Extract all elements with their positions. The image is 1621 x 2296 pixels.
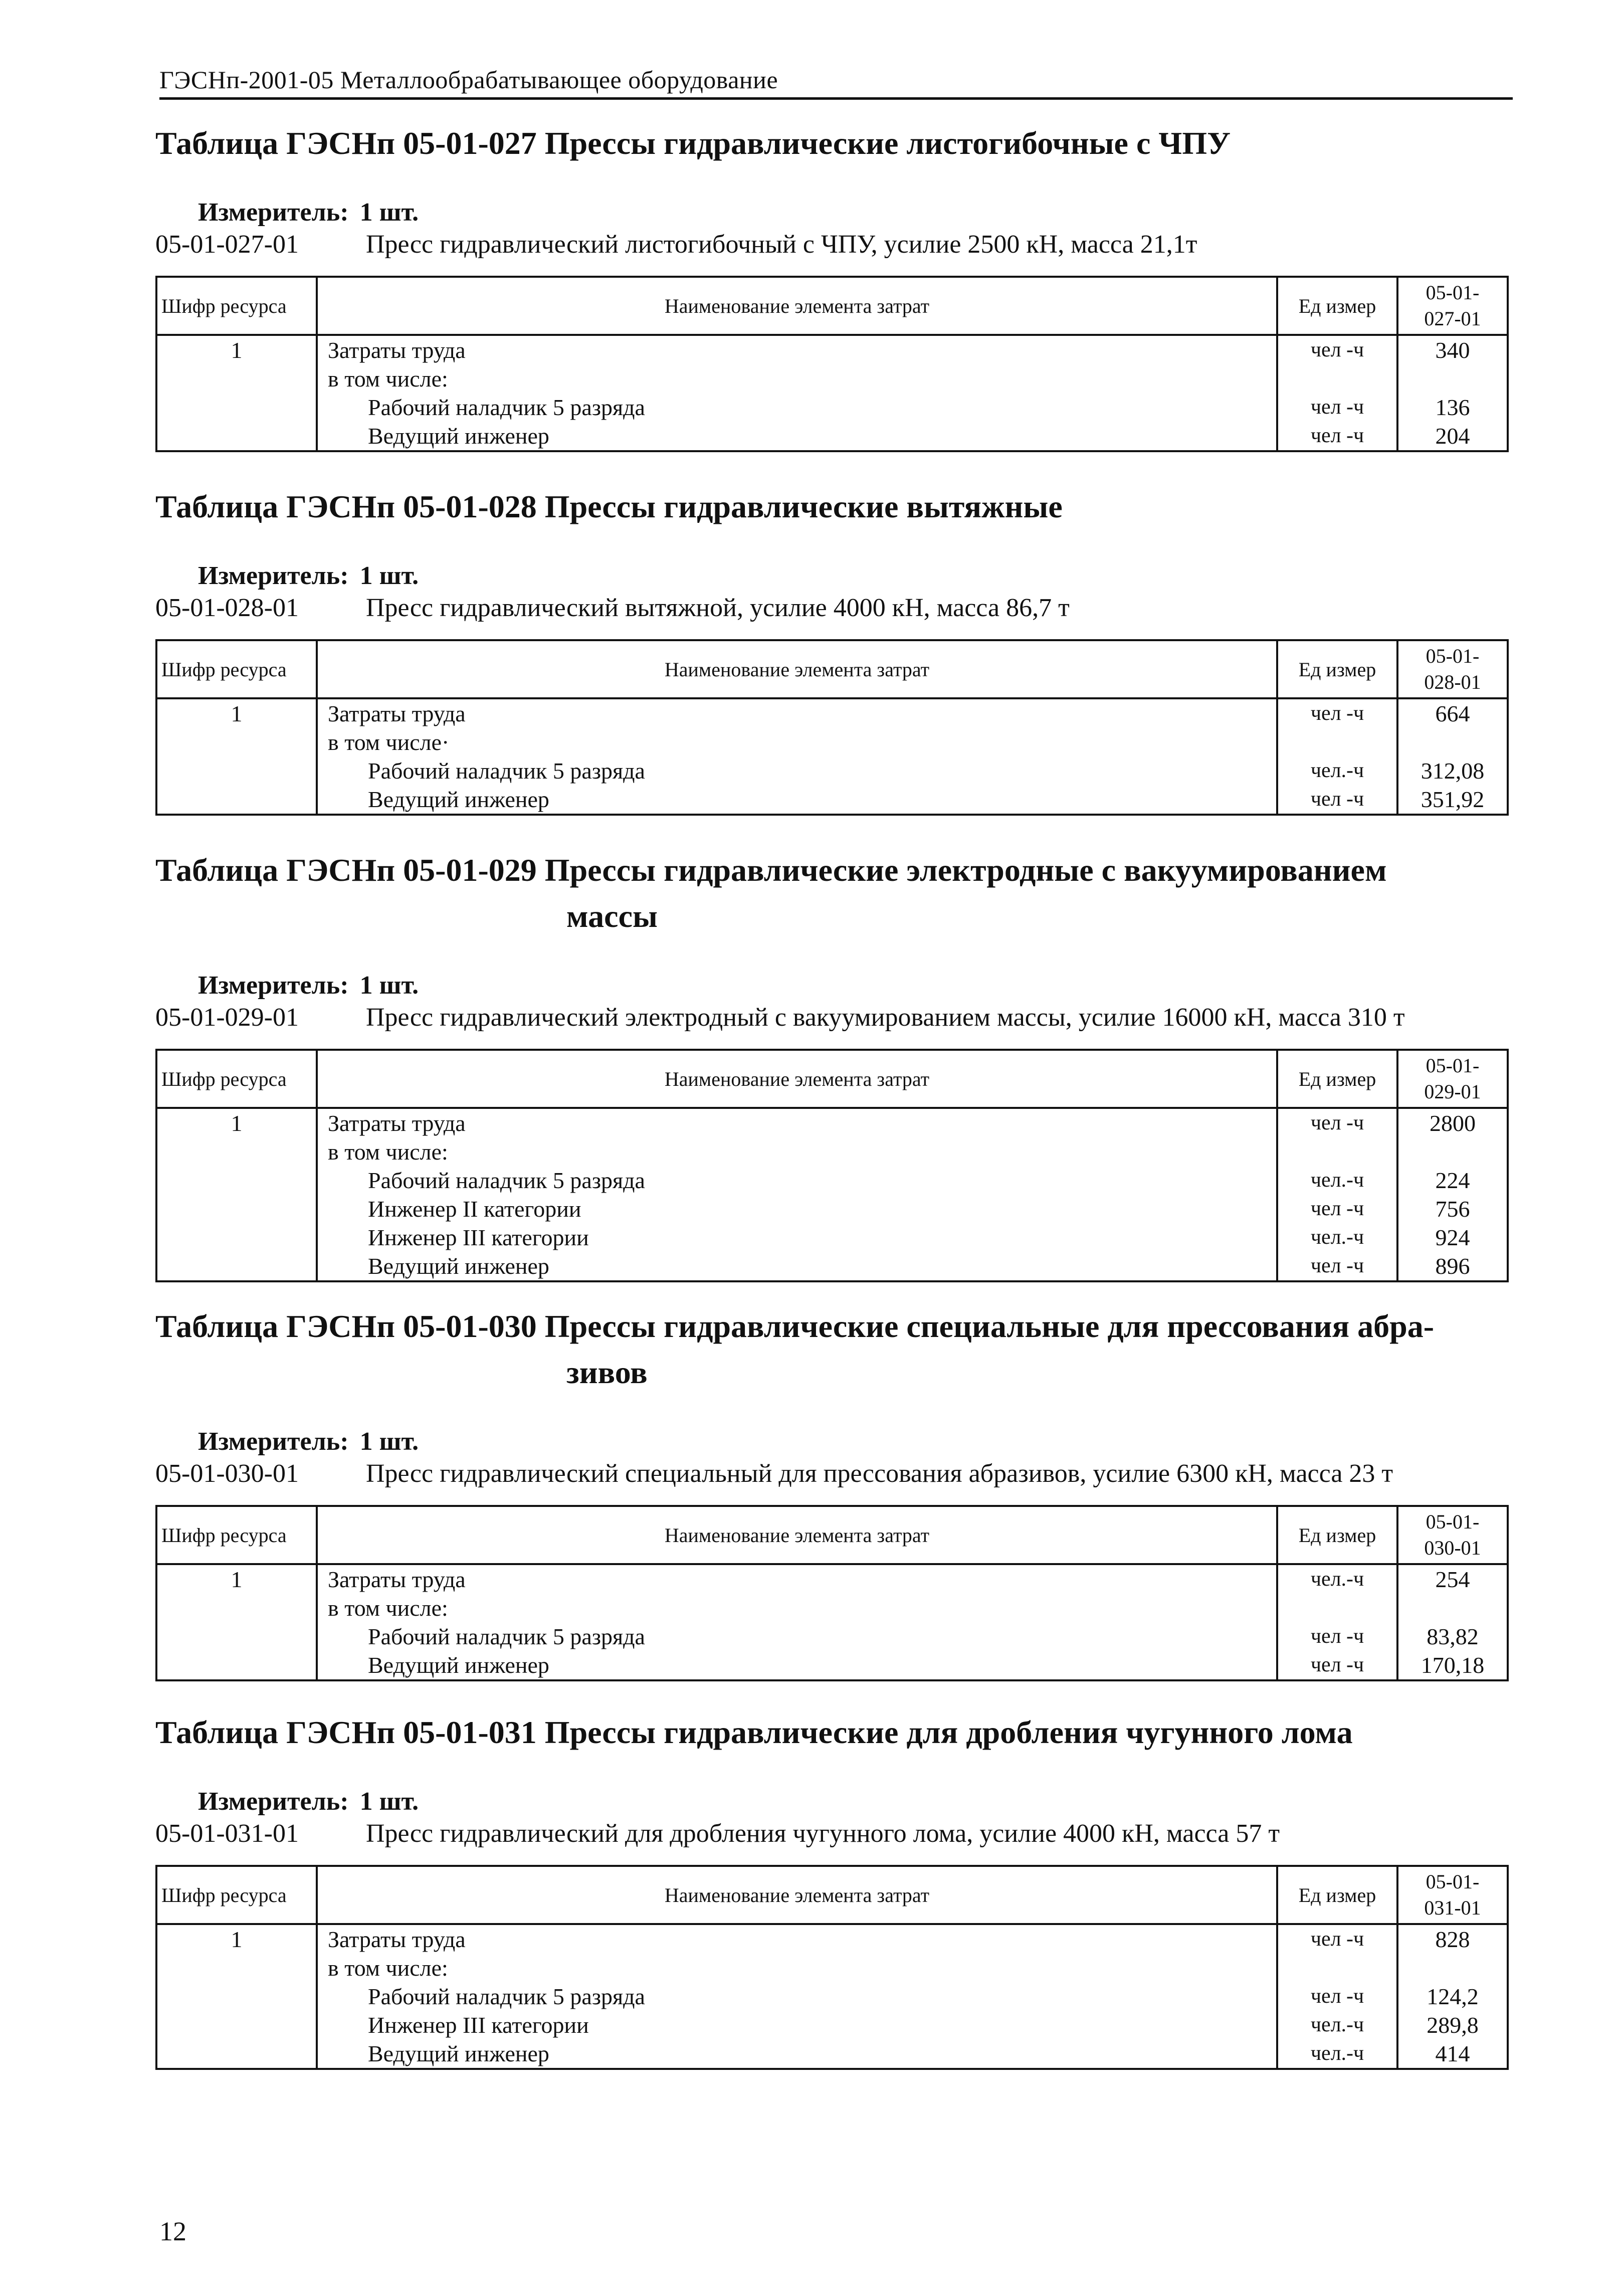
table-row bbox=[156, 393, 1508, 422]
cell-unit: чел.-ч bbox=[1277, 1223, 1397, 1252]
cell-name: Рабочий наладчик 5 разряда bbox=[317, 1982, 1277, 2011]
item-code: 05-01-027-01 bbox=[155, 230, 299, 259]
item-description: Пресс гидравлический электродный с вакуумированием массы, усилие 16000 кН, масса 310 т bbox=[366, 1003, 1405, 1032]
cell-code: 1 bbox=[156, 1564, 317, 1594]
cell-code bbox=[156, 2011, 317, 2039]
cell-name: в том числе: bbox=[317, 1954, 1277, 1982]
column-header-name: Наименование элемента затрат bbox=[317, 1506, 1277, 1564]
meter-label: Измеритель: bbox=[198, 1787, 349, 1816]
cell-code bbox=[156, 422, 317, 451]
meter-label: Измеритель: bbox=[198, 561, 349, 590]
column-header-code: Шифр ресурса bbox=[156, 640, 317, 698]
section-05-01-027 bbox=[155, 120, 1519, 452]
cell-unit: чел -ч bbox=[1277, 1252, 1397, 1281]
cell-unit: чел.-ч bbox=[1277, 2011, 1397, 2039]
cell-value bbox=[1397, 1594, 1508, 1622]
cell-name: Затраты труда bbox=[317, 1108, 1277, 1137]
column-header-value bbox=[1397, 277, 1508, 335]
cell-unit: чел -ч bbox=[1277, 393, 1397, 422]
cell-value: 83,82 bbox=[1397, 1622, 1508, 1651]
meter-line bbox=[155, 197, 1519, 229]
norm-table bbox=[155, 639, 1509, 816]
cell-unit: чел.-ч bbox=[1277, 1166, 1397, 1195]
section-title bbox=[155, 120, 1519, 166]
cell-value: 351,92 bbox=[1397, 785, 1508, 815]
cell-code bbox=[156, 1223, 317, 1252]
cell-unit: чел -ч bbox=[1277, 1924, 1397, 1954]
cell-name: в том числе: bbox=[317, 1137, 1277, 1166]
cell-value: 756 bbox=[1397, 1195, 1508, 1223]
cell-value: 224 bbox=[1397, 1166, 1508, 1195]
cell-unit: чел -ч bbox=[1277, 1622, 1397, 1651]
cell-value: 664 bbox=[1397, 698, 1508, 728]
cell-code: 1 bbox=[156, 335, 317, 364]
cell-code bbox=[156, 364, 317, 393]
table-row bbox=[156, 364, 1508, 393]
cell-name: Инженер III категории bbox=[317, 2011, 1277, 2039]
cell-unit: чел -ч bbox=[1277, 1651, 1397, 1680]
cell-value: 124,2 bbox=[1397, 1982, 1508, 2011]
cell-code bbox=[156, 1166, 317, 1195]
meter-value: 1 шт. bbox=[359, 971, 419, 1000]
cell-unit: чел.-ч bbox=[1277, 1564, 1397, 1594]
column-header-value bbox=[1397, 1866, 1508, 1924]
column-header-value bbox=[1397, 640, 1508, 698]
column-header-value-line1: 05-01- bbox=[1426, 1870, 1480, 1893]
cell-name: Затраты труда bbox=[317, 698, 1277, 728]
cell-unit: чел -ч bbox=[1277, 1108, 1397, 1137]
section-title bbox=[155, 1303, 1519, 1396]
column-header-unit: Ед измер bbox=[1277, 1866, 1397, 1924]
meter-value: 1 шт. bbox=[359, 198, 419, 227]
column-header-unit: Ед измер bbox=[1277, 1506, 1397, 1564]
table-row bbox=[156, 1982, 1508, 2011]
meter-value: 1 шт. bbox=[359, 561, 419, 590]
column-header-name: Наименование элемента затрат bbox=[317, 1050, 1277, 1108]
table-row bbox=[156, 728, 1508, 756]
table-row bbox=[156, 785, 1508, 815]
item-line bbox=[155, 1002, 1519, 1034]
table-row bbox=[156, 335, 1508, 364]
cell-value: 896 bbox=[1397, 1252, 1508, 1281]
norm-table bbox=[155, 1505, 1509, 1681]
column-header-name: Наименование элемента затрат bbox=[317, 640, 1277, 698]
item-description: Пресс гидравлический для дробления чугунного лома, усилие 4000 кН, масса 57 т bbox=[366, 1819, 1280, 1848]
cell-name: Ведущий инженер bbox=[317, 422, 1277, 451]
cell-value: 2800 bbox=[1397, 1108, 1508, 1137]
cell-unit: чел -ч bbox=[1277, 422, 1397, 451]
table-row bbox=[156, 1223, 1508, 1252]
cell-code bbox=[156, 1594, 317, 1622]
cell-code bbox=[156, 1252, 317, 1281]
section-title-line1: Таблица ГЭСНп 05-01-028 Прессы гидравлические вытяжные bbox=[155, 489, 1063, 524]
cell-code bbox=[156, 728, 317, 756]
table-row bbox=[156, 1924, 1508, 1954]
cell-name: Рабочий наладчик 5 разряда bbox=[317, 393, 1277, 422]
cell-name: Инженер II категории bbox=[317, 1195, 1277, 1223]
section-title bbox=[155, 847, 1519, 939]
cell-value: 254 bbox=[1397, 1564, 1508, 1594]
cell-name: Рабочий наладчик 5 разряда bbox=[317, 756, 1277, 785]
column-header-value-line2: 029-01 bbox=[1424, 1080, 1481, 1103]
table-row bbox=[156, 1137, 1508, 1166]
table-row bbox=[156, 1954, 1508, 1982]
table-row bbox=[156, 1594, 1508, 1622]
table-row bbox=[156, 1195, 1508, 1223]
column-header-value-line2: 030-01 bbox=[1424, 1537, 1481, 1559]
meter-label: Измеритель: bbox=[198, 1427, 349, 1456]
item-line bbox=[155, 229, 1519, 261]
column-header-value-line1: 05-01- bbox=[1426, 281, 1480, 304]
item-code: 05-01-031-01 bbox=[155, 1819, 299, 1848]
cell-name: Ведущий инженер bbox=[317, 785, 1277, 815]
cell-value bbox=[1397, 364, 1508, 393]
item-description: Пресс гидравлический вытяжной, усилие 4000 кН, масса 86,7 т bbox=[366, 594, 1070, 622]
cell-code: 1 bbox=[156, 1924, 317, 1954]
cell-code bbox=[156, 1622, 317, 1651]
column-header-code: Шифр ресурса bbox=[156, 1866, 317, 1924]
section-05-01-031 bbox=[155, 1709, 1519, 2070]
cell-name: Затраты труда bbox=[317, 335, 1277, 364]
cell-unit bbox=[1277, 364, 1397, 393]
item-line bbox=[155, 1818, 1519, 1850]
column-header-unit: Ед измер bbox=[1277, 640, 1397, 698]
column-header-value-line1: 05-01- bbox=[1426, 1054, 1480, 1077]
header-title: ГЭСНп-2001-05 Металлообрабатывающее оборудование bbox=[159, 66, 778, 94]
cell-value: 312,08 bbox=[1397, 756, 1508, 785]
cell-unit: чел -ч bbox=[1277, 1195, 1397, 1223]
cell-unit: чел -ч bbox=[1277, 1982, 1397, 2011]
cell-name: Ведущий инженер bbox=[317, 2039, 1277, 2069]
meter-label: Измеритель: bbox=[198, 198, 349, 227]
section-title-line1: Таблица ГЭСНп 05-01-027 Прессы гидравлические листогибочные с ЧПУ bbox=[155, 125, 1231, 161]
cell-name: Ведущий инженер bbox=[317, 1252, 1277, 1281]
cell-value: 340 bbox=[1397, 335, 1508, 364]
norm-table bbox=[155, 276, 1509, 452]
meter-line bbox=[155, 1426, 1519, 1458]
cell-unit bbox=[1277, 1594, 1397, 1622]
cell-value: 924 bbox=[1397, 1223, 1508, 1252]
table-row bbox=[156, 2011, 1508, 2039]
section-title-line2: зивов bbox=[566, 1355, 648, 1390]
item-line bbox=[155, 1458, 1519, 1490]
table-row bbox=[156, 1166, 1508, 1195]
cell-unit bbox=[1277, 1954, 1397, 1982]
section-title-line1: Таблица ГЭСНп 05-01-031 Прессы гидравлические для дробления чугунного лома bbox=[155, 1714, 1353, 1750]
cell-value bbox=[1397, 1137, 1508, 1166]
cell-value: 136 bbox=[1397, 393, 1508, 422]
cell-name: Рабочий наладчик 5 разряда bbox=[317, 1166, 1277, 1195]
item-description: Пресс гидравлический листогибочный с ЧПУ, усилие 2500 кН, масса 21,1т bbox=[366, 230, 1197, 259]
cell-code bbox=[156, 2039, 317, 2069]
cell-unit: чел.-ч bbox=[1277, 2039, 1397, 2069]
table-row bbox=[156, 2039, 1508, 2069]
cell-name: Инженер III категории bbox=[317, 1223, 1277, 1252]
column-header-value-line1: 05-01- bbox=[1426, 645, 1480, 667]
norm-table bbox=[155, 1049, 1509, 1282]
cell-name: Ведущий инженер bbox=[317, 1651, 1277, 1680]
cell-value: 204 bbox=[1397, 422, 1508, 451]
column-header-value-line1: 05-01- bbox=[1426, 1510, 1480, 1533]
section-title-line2: массы bbox=[566, 898, 658, 934]
column-header-code: Шифр ресурса bbox=[156, 277, 317, 335]
item-code: 05-01-028-01 bbox=[155, 594, 299, 622]
table-row bbox=[156, 1651, 1508, 1680]
table-row bbox=[156, 1622, 1508, 1651]
page-number: 12 bbox=[159, 2216, 186, 2246]
cell-unit: чел -ч bbox=[1277, 698, 1397, 728]
cell-name: Затраты труда bbox=[317, 1564, 1277, 1594]
cell-name: в том числе: bbox=[317, 364, 1277, 393]
meter-line bbox=[155, 1786, 1519, 1818]
cell-unit: чел.-ч bbox=[1277, 756, 1397, 785]
column-header-name: Наименование элемента затрат bbox=[317, 277, 1277, 335]
cell-code bbox=[156, 393, 317, 422]
cell-value: 414 bbox=[1397, 2039, 1508, 2069]
column-header-value bbox=[1397, 1506, 1508, 1564]
table-row bbox=[156, 756, 1508, 785]
meter-line bbox=[155, 560, 1519, 592]
cell-name: Рабочий наладчик 5 разряда bbox=[317, 1622, 1277, 1651]
item-code: 05-01-030-01 bbox=[155, 1459, 299, 1488]
cell-unit bbox=[1277, 728, 1397, 756]
table-row bbox=[156, 1108, 1508, 1137]
norm-table bbox=[155, 1865, 1509, 2070]
section-title bbox=[155, 1709, 1519, 1756]
column-header-code: Шифр ресурса bbox=[156, 1050, 317, 1108]
meter-value: 1 шт. bbox=[359, 1787, 419, 1816]
column-header-value-line2: 031-01 bbox=[1424, 1896, 1481, 1919]
cell-value: 828 bbox=[1397, 1924, 1508, 1954]
cell-code bbox=[156, 1195, 317, 1223]
section-05-01-029 bbox=[155, 847, 1519, 1282]
cell-code: 1 bbox=[156, 698, 317, 728]
cell-value: 289,8 bbox=[1397, 2011, 1508, 2039]
column-header-unit: Ед измер bbox=[1277, 277, 1397, 335]
cell-name: Затраты труда bbox=[317, 1924, 1277, 1954]
section-05-01-028 bbox=[155, 484, 1519, 816]
cell-name: в том числе: bbox=[317, 1594, 1277, 1622]
meter-value: 1 шт. bbox=[359, 1427, 419, 1456]
column-header-unit: Ед измер bbox=[1277, 1050, 1397, 1108]
table-row bbox=[156, 422, 1508, 451]
running-header bbox=[159, 65, 1513, 100]
cell-code bbox=[156, 756, 317, 785]
item-description: Пресс гидравлический специальный для прессования абразивов, усилие 6300 кН, масса 23 т bbox=[366, 1459, 1393, 1488]
table-row bbox=[156, 698, 1508, 728]
column-header-value-line2: 028-01 bbox=[1424, 671, 1481, 693]
cell-code bbox=[156, 1651, 317, 1680]
column-header-name: Наименование элемента затрат bbox=[317, 1866, 1277, 1924]
cell-code bbox=[156, 1982, 317, 2011]
section-title-line1: Таблица ГЭСНп 05-01-030 Прессы гидравлические специальные для прессования абра- bbox=[155, 1308, 1434, 1344]
cell-code bbox=[156, 1137, 317, 1166]
cell-code: 1 bbox=[156, 1108, 317, 1137]
cell-code bbox=[156, 1954, 317, 1982]
cell-code bbox=[156, 785, 317, 815]
cell-value bbox=[1397, 728, 1508, 756]
column-header-value-line2: 027-01 bbox=[1424, 307, 1481, 330]
section-title-line1: Таблица ГЭСНп 05-01-029 Прессы гидравлические электродные с вакуумированием bbox=[155, 852, 1387, 888]
column-header-value bbox=[1397, 1050, 1508, 1108]
section-05-01-030 bbox=[155, 1303, 1519, 1681]
column-header-code: Шифр ресурса bbox=[156, 1506, 317, 1564]
item-code: 05-01-029-01 bbox=[155, 1003, 299, 1032]
table-row bbox=[156, 1564, 1508, 1594]
item-line bbox=[155, 592, 1519, 624]
cell-unit: чел -ч bbox=[1277, 335, 1397, 364]
cell-value: 170,18 bbox=[1397, 1651, 1508, 1680]
cell-unit: чел -ч bbox=[1277, 785, 1397, 815]
cell-unit bbox=[1277, 1137, 1397, 1166]
meter-label: Измеритель: bbox=[198, 971, 349, 1000]
cell-name: в том числе· bbox=[317, 728, 1277, 756]
cell-value bbox=[1397, 1954, 1508, 1982]
section-title bbox=[155, 484, 1519, 530]
table-row bbox=[156, 1252, 1508, 1281]
meter-line bbox=[155, 970, 1519, 1002]
